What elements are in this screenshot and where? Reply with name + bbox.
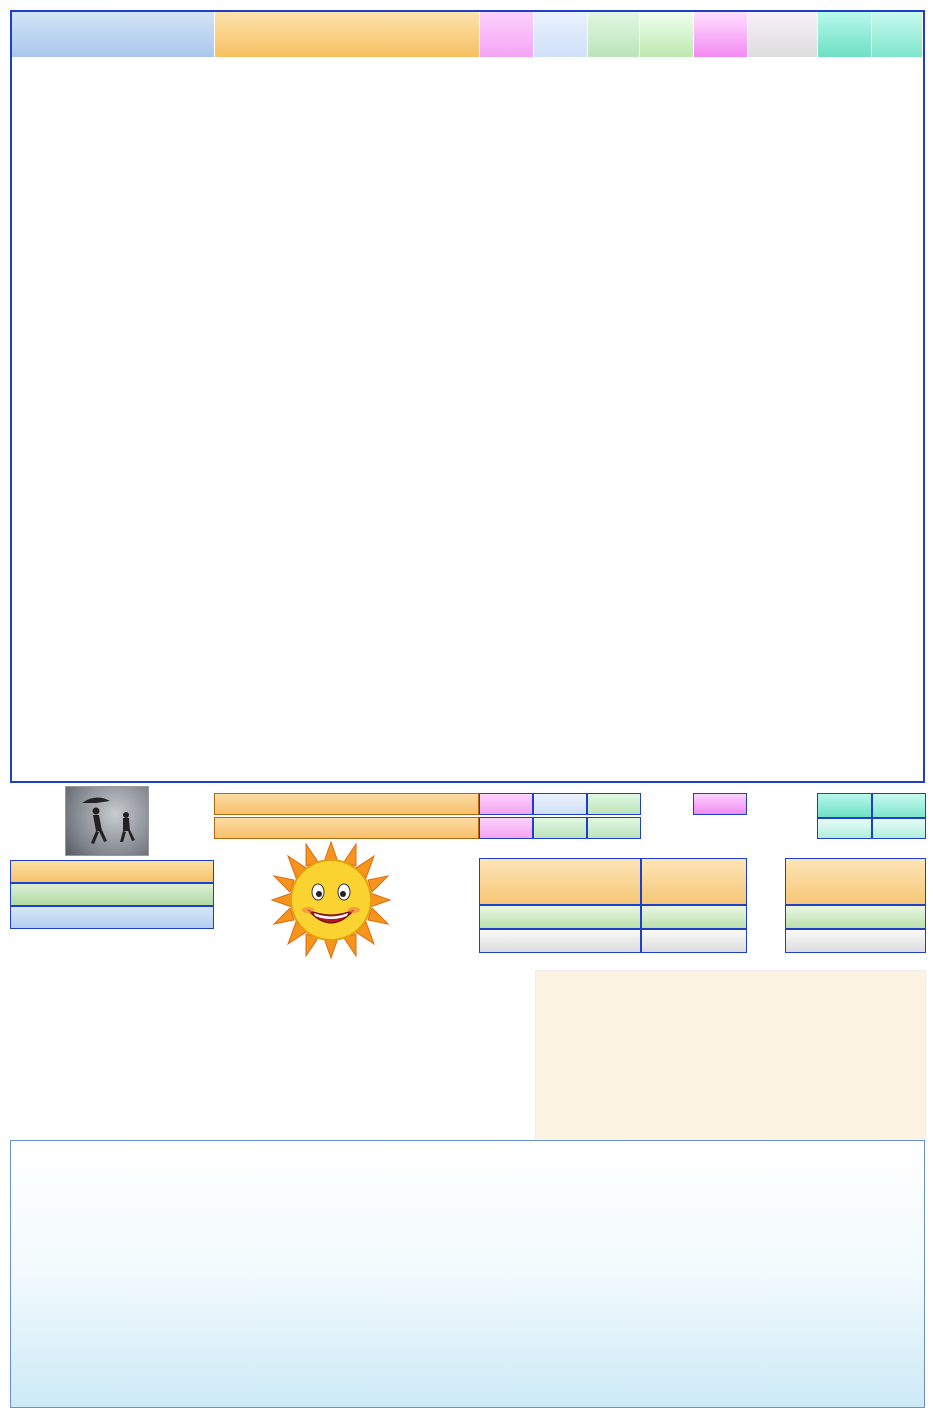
year-rain (785, 905, 926, 929)
monthly-avg-max (479, 793, 533, 815)
rain-days (10, 883, 214, 906)
header-temps (215, 12, 480, 57)
dominant-wind-value (817, 818, 872, 839)
historic-snow (479, 929, 641, 953)
monthly-snow (641, 929, 747, 953)
monthly-avg-pressure (693, 793, 747, 815)
historic-avg-min (533, 817, 587, 839)
year-cumul-title (785, 858, 926, 905)
header-moy (588, 12, 640, 57)
sun-icon (268, 840, 394, 960)
year-snow (785, 929, 926, 953)
avg-speed-value (872, 818, 926, 839)
wind-chart-svg (536, 971, 927, 1144)
monthly-cumul-title (641, 858, 747, 905)
historic-avg-moy (587, 817, 641, 839)
monthly-avg-moy (587, 793, 641, 815)
historic-precip-title (479, 858, 641, 905)
temperature-chart (10, 1140, 925, 1408)
temperature-chart-svg (11, 1141, 926, 1409)
monthly-avg-min (533, 793, 587, 815)
historic-avg-max (479, 817, 533, 839)
header-vent (818, 12, 872, 57)
dominant-wind-label (817, 793, 872, 818)
header-min (534, 12, 588, 57)
daily-table (10, 10, 925, 783)
frost-days (10, 906, 214, 929)
historic-avg-label (214, 817, 479, 839)
historic-rain (479, 905, 641, 929)
monthly-rain (641, 905, 747, 929)
header-vit (872, 12, 923, 57)
monthly-avg-label (214, 793, 479, 815)
header-pluv (640, 12, 694, 57)
sunny-days (10, 860, 214, 883)
header-neige (748, 12, 818, 57)
header-max (480, 12, 534, 57)
header-pres (694, 12, 748, 57)
storm-photo (65, 786, 149, 856)
header-date (12, 12, 215, 57)
wind-chart (535, 970, 926, 1143)
avg-speed-label (872, 793, 926, 818)
